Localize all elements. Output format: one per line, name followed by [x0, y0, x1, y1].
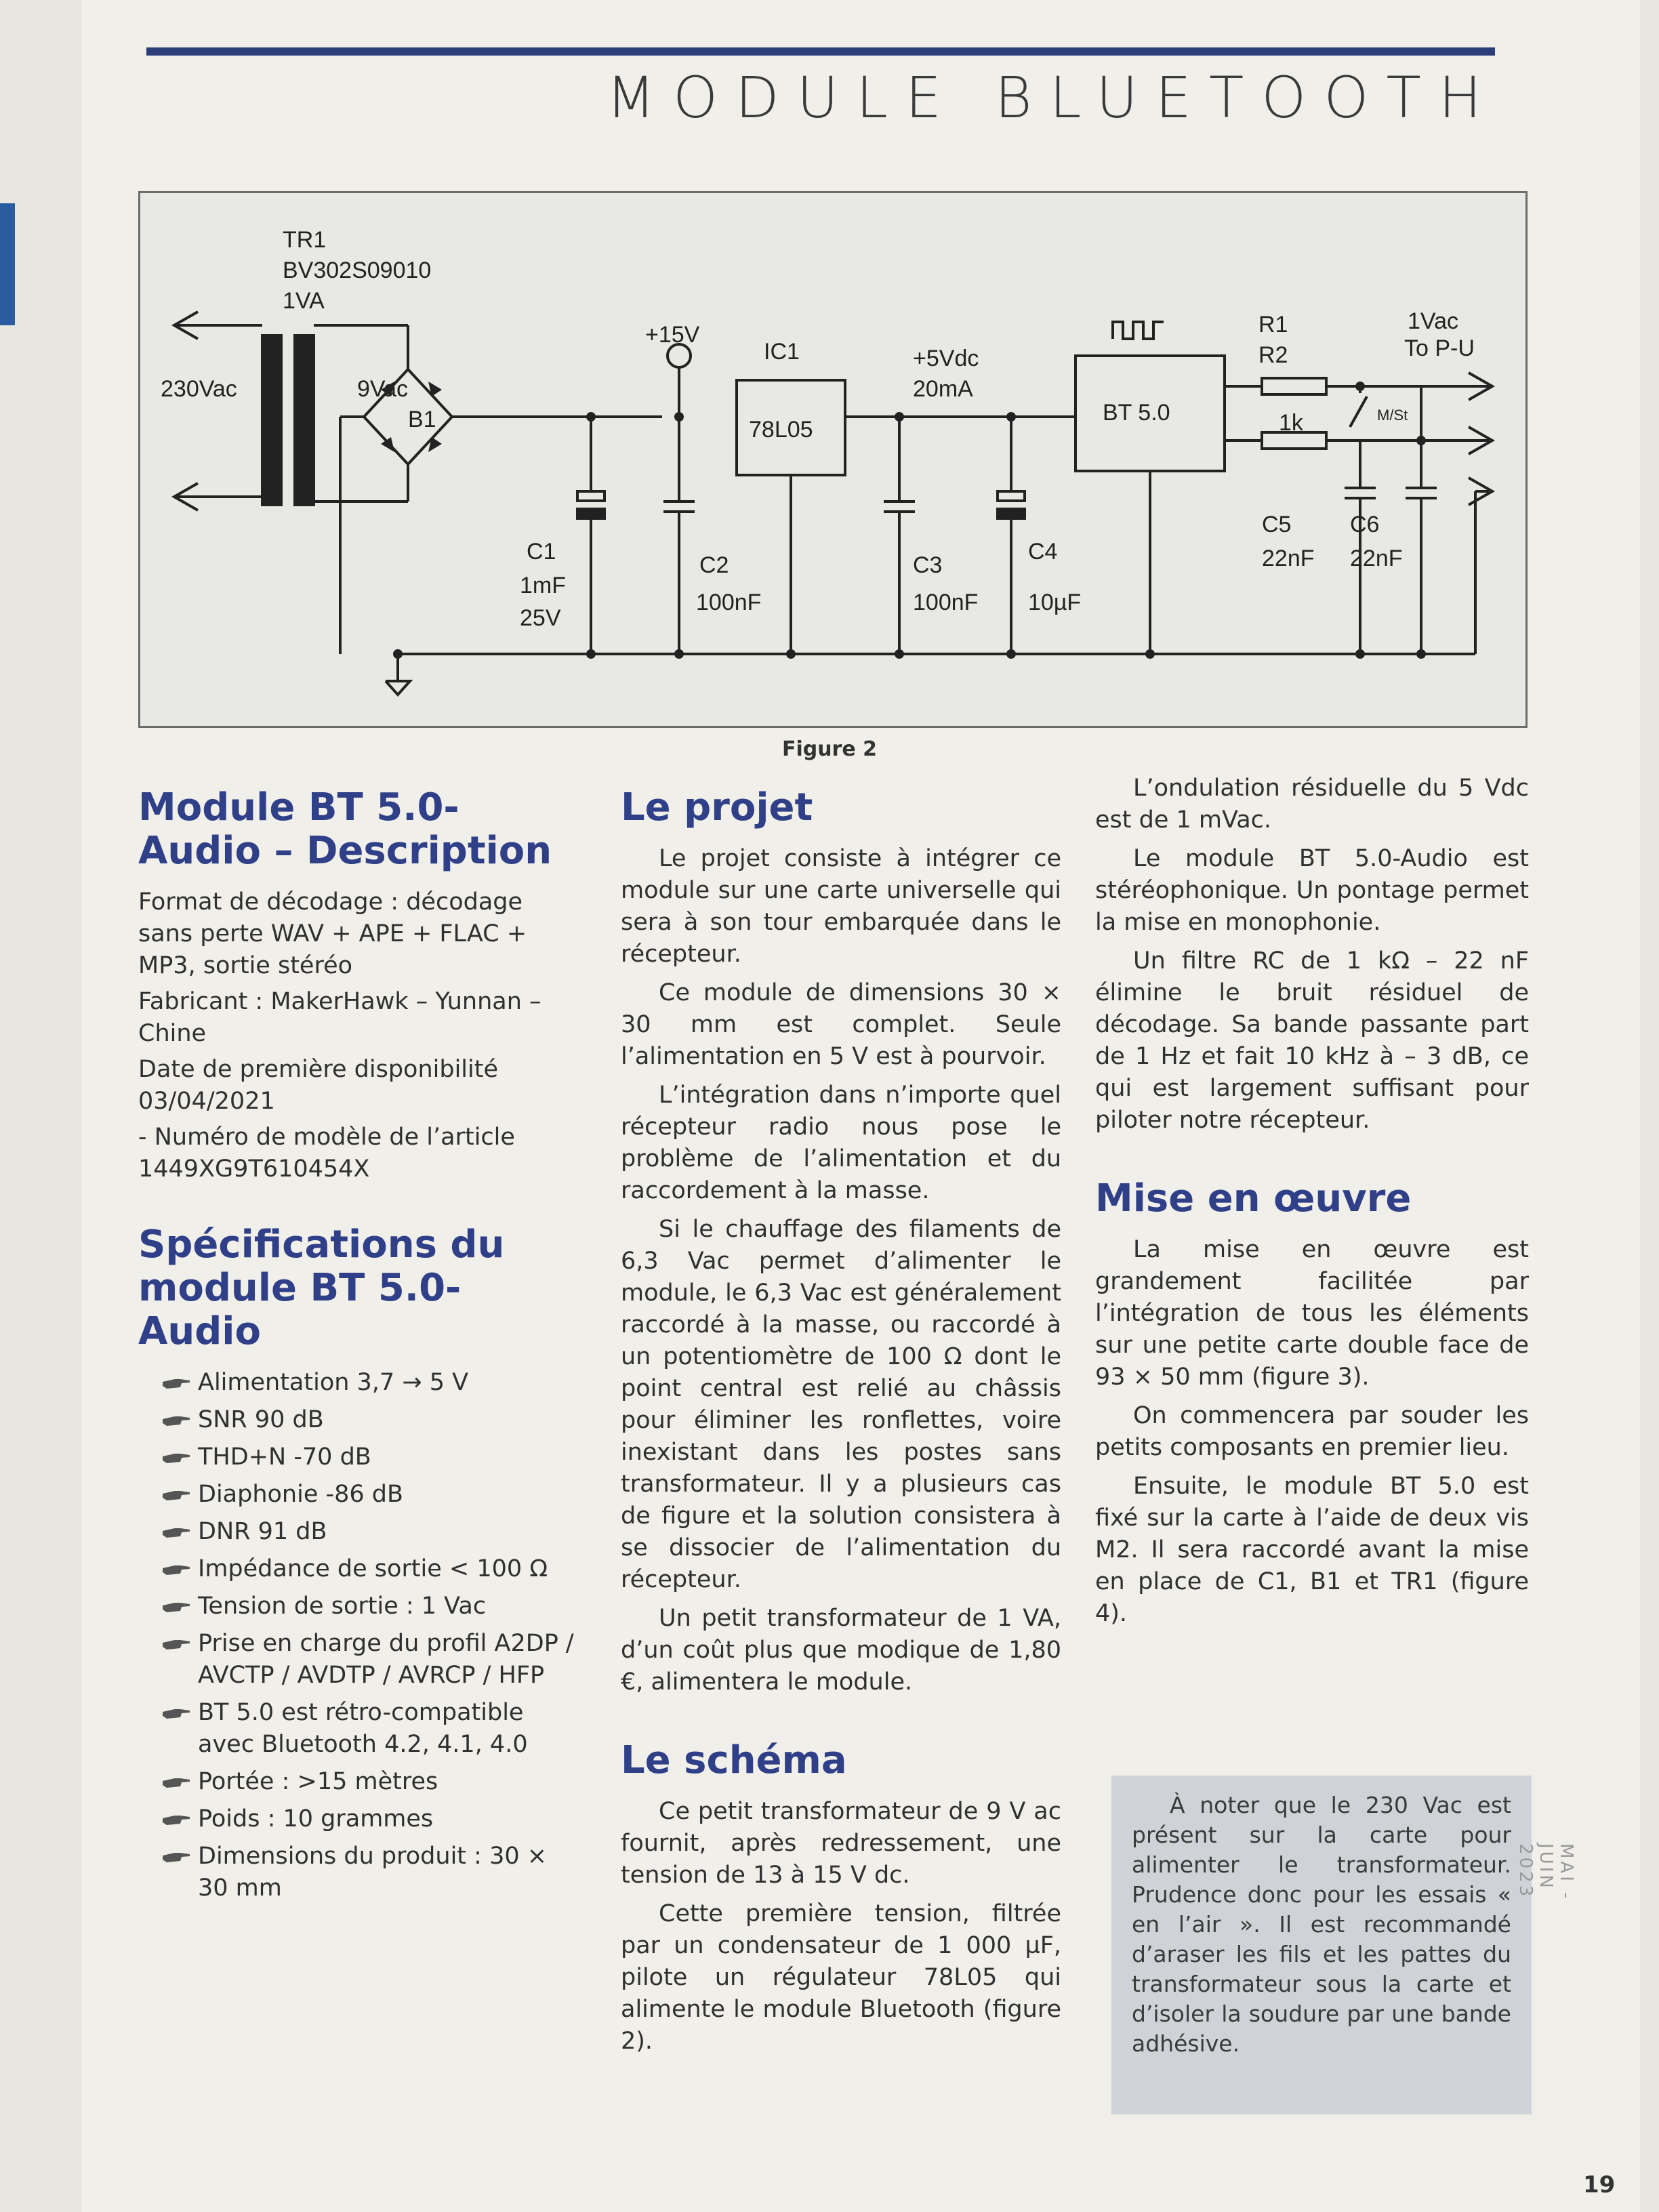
label-c1u: 25V	[520, 605, 561, 631]
spec-item: Alimentation 3,7 → 5 V	[163, 1367, 579, 1399]
label-c5v: 22nF	[1262, 546, 1315, 571]
paragraph: Le projet consiste à intégrer ce module sur une carte universelle qui sera à son tour embarquée dans le récepteur.	[621, 845, 1061, 968]
spec-item: BT 5.0 est rétro-compatible avec Bluetooth 4.2, 4.1, 4.0	[163, 1697, 579, 1761]
spec-item: SNR 90 dB	[163, 1404, 579, 1436]
pointing-hand-icon	[163, 1706, 190, 1720]
heading-description: Module BT 5.0-Audio – Description	[138, 785, 552, 873]
issue-date: MAI - JUIN 2023	[1515, 1843, 1576, 1902]
label-c1v: 1mF	[520, 573, 566, 598]
label-plus15: +15V	[645, 322, 700, 348]
label-c3: C3	[913, 552, 943, 578]
label-tr1: TR1	[283, 227, 327, 253]
label-c4: C4	[1028, 539, 1058, 565]
pointing-hand-icon	[163, 1637, 190, 1651]
spec-item: Portée : >15 mètres	[163, 1766, 579, 1798]
heading-projet: Le projet	[621, 785, 813, 830]
spec-item: Tension de sortie : 1 Vac	[163, 1591, 579, 1622]
spec-item: Impédance de sortie < 100 Ω	[163, 1553, 579, 1585]
label-r2: R2	[1258, 342, 1288, 368]
label-bt50: BT 5.0	[1103, 400, 1170, 426]
pointing-hand-icon	[163, 1525, 190, 1539]
column-description	[138, 786, 579, 1910]
spec-item: Diaphonie -86 dB	[163, 1479, 579, 1511]
desc-model: - Numéro de modèle de l’article 1449XG9T610454X	[138, 1124, 515, 1183]
label-c2v: 100nF	[696, 590, 762, 615]
label-r1: R1	[1258, 312, 1288, 337]
label-c6v: 22nF	[1350, 546, 1403, 571]
spec-item: Poids : 10 grammes	[163, 1803, 579, 1835]
heading-schema: Le schéma	[621, 1738, 847, 1782]
paragraph: L’ondulation résiduelle du 5 Vdc est de 1 mVac.	[1095, 775, 1529, 834]
label-9vac: 9Vac	[357, 376, 408, 402]
label-plus5: +5Vdc	[913, 346, 979, 371]
label-1vac: 1Vac	[1408, 308, 1458, 334]
desc-format: Format de décodage : décodage sans perte WAV + APE + FLAC + MP3, sortie stéréo	[138, 888, 527, 979]
figure-caption: Figure 2	[781, 737, 878, 761]
paragraph: Le module BT 5.0-Audio est stéréophonique. Un pontage permet la mise en monophonie.	[1095, 845, 1529, 936]
label-b1: B1	[408, 407, 436, 432]
desc-date: Date de première disponibilité 03/04/2021	[138, 1056, 499, 1115]
heading-specs: Spécifications du module BT 5.0-Audio	[138, 1223, 505, 1353]
label-c4v: 10µF	[1028, 590, 1082, 615]
spec-item: Prise en charge du profil A2DP / AVCTP / AVDTP / AVRCP / HFP	[163, 1628, 579, 1692]
page-edge-tab	[0, 203, 15, 325]
column-mise	[1095, 773, 1529, 1637]
pointing-hand-icon	[163, 1414, 190, 1427]
header-rule	[146, 47, 1495, 56]
column-projet	[621, 786, 1061, 2064]
paragraph: Cette première tension, filtrée par un condensateur de 1 000 µF, pilote un régulateur 78L05 qui alimente le module Bluetooth (figure 2).	[621, 1900, 1061, 2055]
label-c6: C6	[1350, 512, 1380, 537]
description-list	[138, 886, 579, 1185]
pointing-hand-icon	[163, 1813, 190, 1826]
pointing-hand-icon	[163, 1600, 190, 1614]
label-to-pu: To P-U	[1404, 335, 1475, 361]
label-c5: C5	[1262, 512, 1292, 537]
pointing-hand-icon	[163, 1451, 190, 1465]
heading-mise: Mise en œuvre	[1095, 1176, 1412, 1221]
paragraph: La mise en œuvre est grandement facilitée par l’intégration de tous les éléments sur une petite carte double face de 93 × 50 mm (figure 3).	[1095, 1236, 1529, 1391]
pointing-hand-icon	[163, 1850, 190, 1864]
paragraph: On commencera par souder les petits composants en premier lieu.	[1095, 1402, 1529, 1461]
pointing-hand-icon	[163, 1563, 190, 1576]
note-box	[1111, 1776, 1532, 2114]
note-text: À noter que le 230 Vac est présent sur la carte pour alimenter le transformateur. Prudence donc pour les essais « en l’air ». Il est recommandé d’araser les fils et les pattes du transformateur sous la carte et d’isoler la soudure par une bande adhésive.	[1132, 1792, 1511, 2057]
desc-fabricant: Fabricant : MakerHawk – Yunnan – Chine	[138, 988, 541, 1047]
label-mst: M/St	[1377, 407, 1408, 424]
spec-item: THD+N -70 dB	[163, 1441, 579, 1473]
label-c1: C1	[527, 539, 556, 565]
paragraph: L’intégration dans n’importe quel récepteur radio nous pose le problème de l’alimentation et du raccordement à la masse.	[621, 1082, 1061, 1204]
label-c2: C2	[699, 552, 729, 578]
spec-item: DNR 91 dB	[163, 1516, 579, 1548]
paragraph: Ce petit transformateur de 9 V ac fournit, après redressement, une tension de 13 à 15 V dc.	[621, 1798, 1061, 1889]
label-c3v: 100nF	[913, 590, 979, 615]
specs-list	[163, 1367, 579, 1904]
page-number: 19	[1583, 2171, 1616, 2198]
paragraph: Ce module de dimensions 30 × 30 mm est complet. Seule l’alimentation en 5 V est à pourvoir.	[621, 979, 1061, 1070]
paragraph: Un filtre RC de 1 kΩ – 22 nF élimine le bruit résiduel de décodage. Sa bande passante part de 1 Hz et fait 10 kHz à – 3 dB, ce qui est largement suffisant pour piloter notre récepteur.	[1095, 947, 1529, 1134]
label-tr1-va: 1VA	[283, 288, 325, 314]
label-1k: 1k	[1279, 410, 1303, 436]
label-230vac: 230Vac	[161, 376, 237, 402]
pointing-hand-icon	[163, 1376, 190, 1390]
page-title: MODULE BLUETOOTH	[606, 64, 1499, 131]
schematic-figure	[138, 191, 1528, 728]
paragraph: Un petit transformateur de 1 VA, d’un coût plus que modique de 1,80 €, alimentera le module.	[621, 1605, 1061, 1696]
spec-item: Dimensions du produit : 30 × 30 mm	[163, 1841, 579, 1904]
paragraph: Si le chauffage des filaments de 6,3 Vac permet d’alimenter le module, le 6,3 Vac est généralement raccordé à la masse, ou raccordé à un potentiomètre de 100 Ω dont le point central est relié au châssis pour éliminer les ronflettes, voire inexistant dans les postes sans transformateur. Il y a plusieurs cas de figure et la solution consistera à se dissocier de l’alimentation du récepteur.	[621, 1216, 1061, 1593]
circuit-schematic	[140, 193, 1525, 726]
label-78l05: 78L05	[749, 417, 813, 443]
label-tr1-ref: BV302S09010	[283, 258, 432, 283]
label-ic1: IC1	[764, 339, 800, 365]
paragraph: Ensuite, le module BT 5.0 est fixé sur la carte à l’aide de deux vis M2. Il sera raccordé avant la mise en place de C1, B1 et TR1 (figure 4).	[1095, 1473, 1529, 1627]
pointing-hand-icon	[163, 1776, 190, 1789]
pointing-hand-icon	[163, 1488, 190, 1502]
label-20ma: 20mA	[913, 376, 973, 402]
